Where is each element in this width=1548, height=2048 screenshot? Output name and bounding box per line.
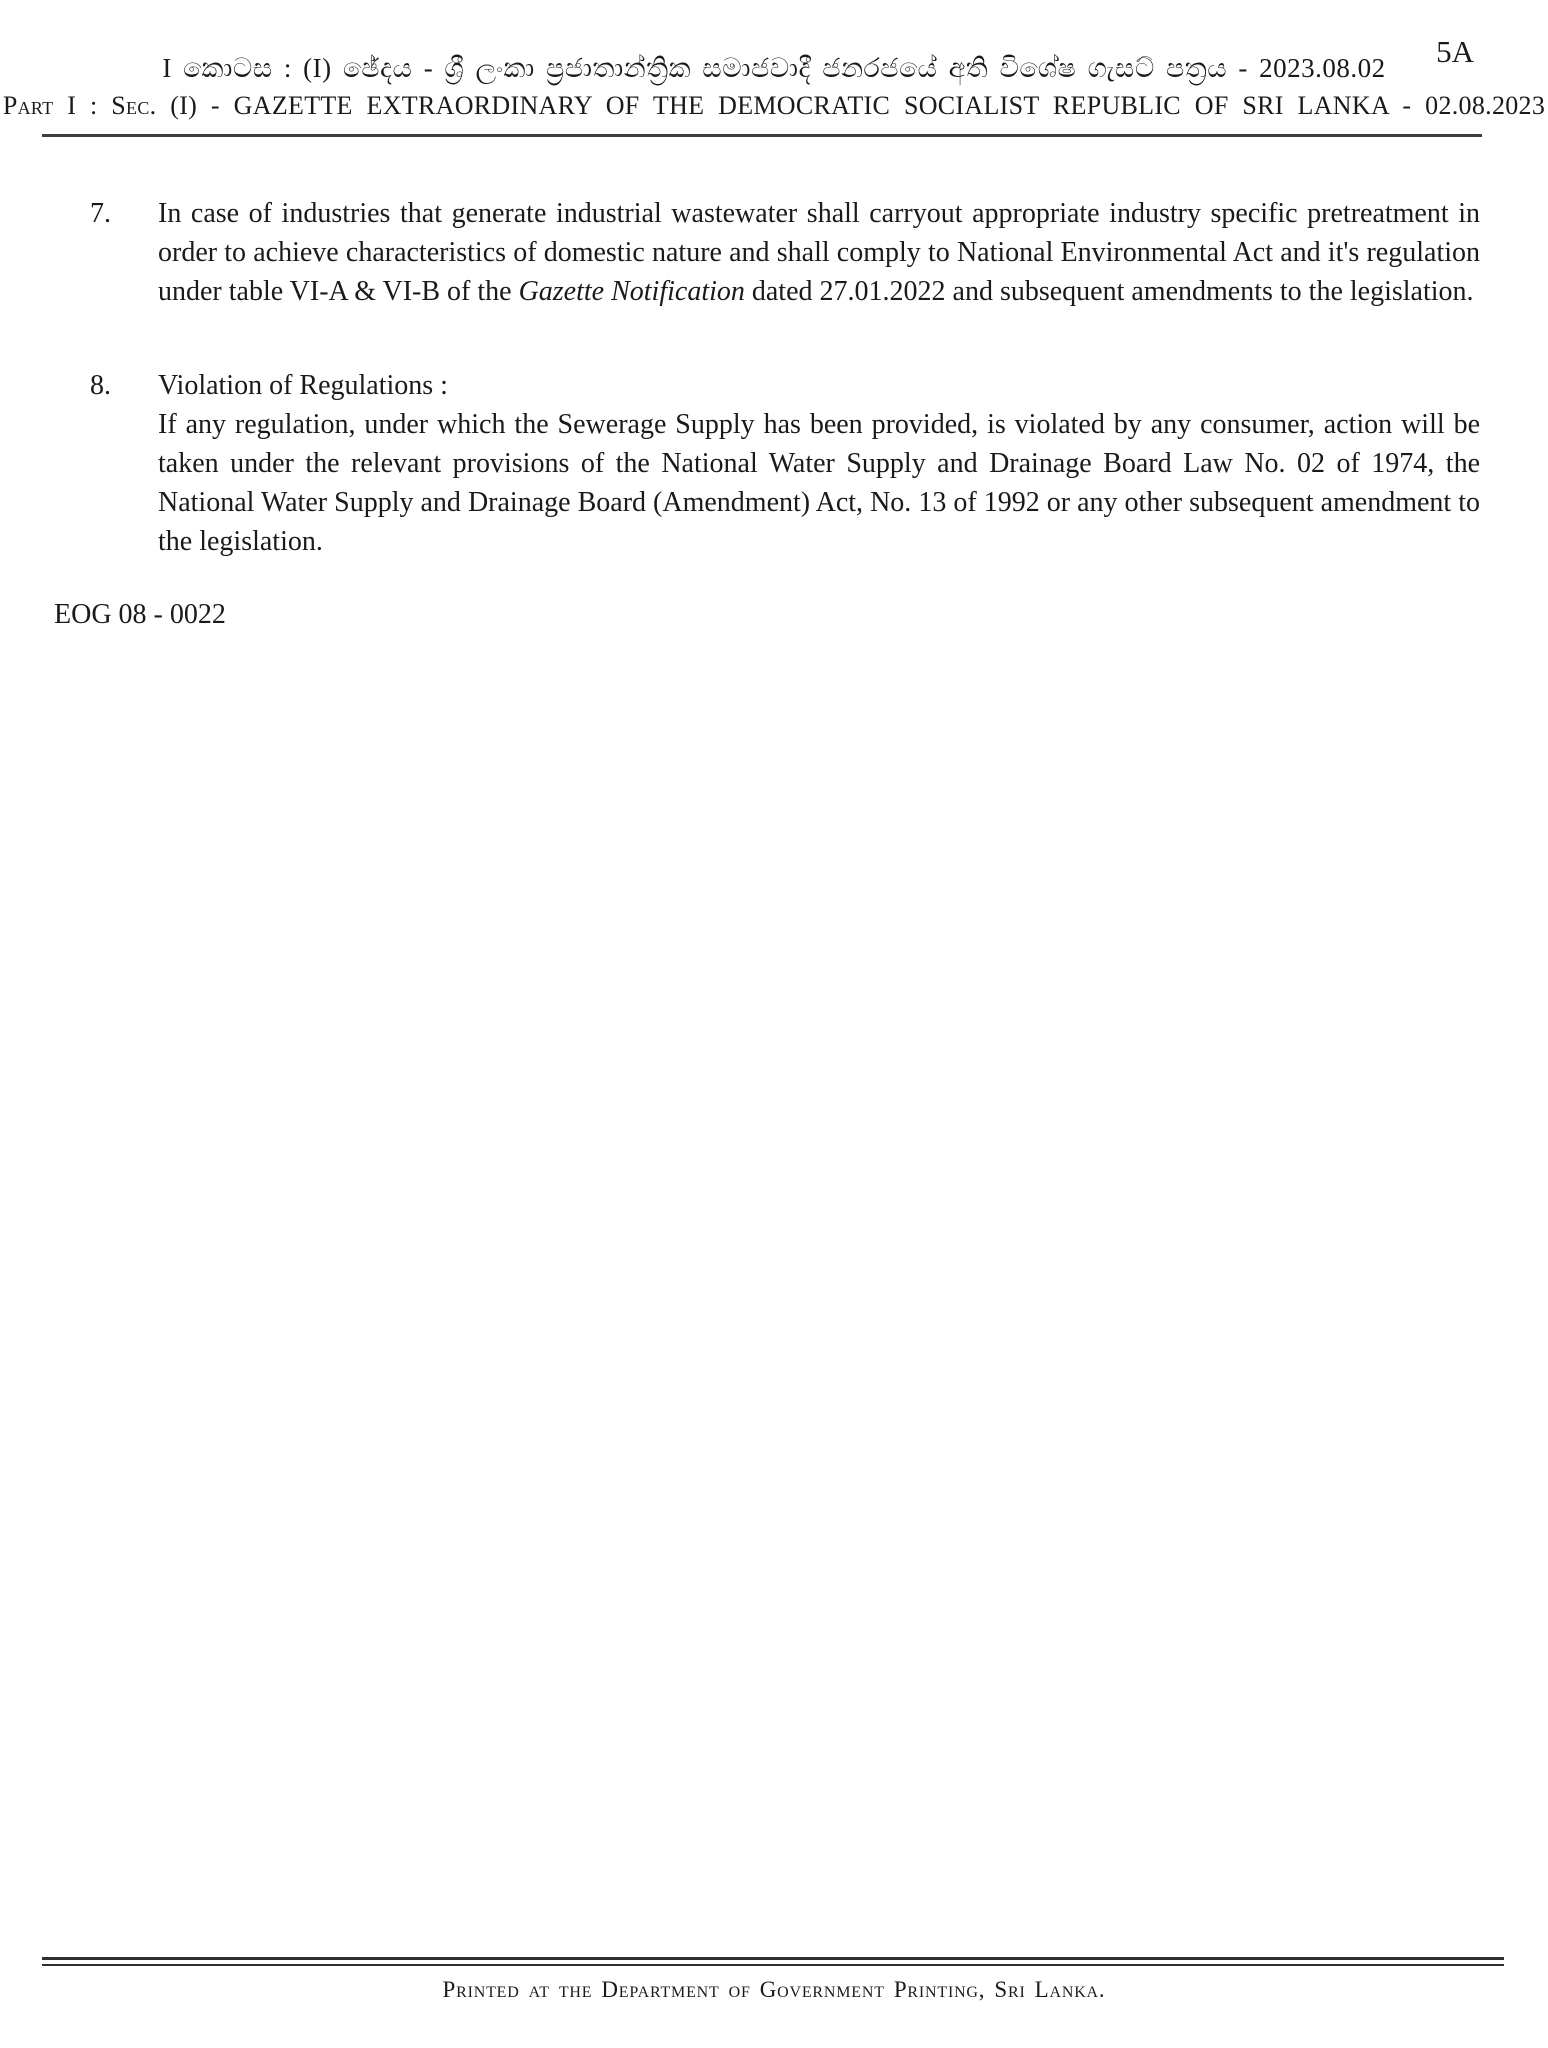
imprint-text: Printed at the Department of Government Printing, Sri Lanka. <box>442 1977 1106 2002</box>
clause-8 <box>90 366 1480 561</box>
page-header <box>0 0 1548 121</box>
reference-code: EOG 08 - 0022 <box>54 598 226 630</box>
page-number: 5A <box>1436 34 1474 69</box>
italic-phrase: Gazette Notification <box>518 275 745 307</box>
clause-number: 8. <box>90 369 111 401</box>
document-body <box>0 137 1548 634</box>
clause-7 <box>90 194 1480 311</box>
clause-text-column <box>158 194 1480 311</box>
clause-heading: Violation of Regulations : <box>158 369 448 401</box>
header-title-english: Part I : Sec. (I) - GAZETTE EXTRAORDINARY OF THE DEMOCRATIC SOCIALIST REPUBLIC OF SRI LANKA - 02.08.2023 <box>2 90 1546 120</box>
clause-paragraph: If any regulation, under which the Sewerage Supply has been provided, is violated by any consumer, action will be taken under the relevant provisions of the National Water Supply and Drainage Board Law No. 02 of 1974, the National Water Supply and Drainage Board (Amendment) Act, No. 13 of 1992 or any other subsequent amendment to the legislation. <box>158 408 1480 557</box>
clause-text-segment: dated 27.01.2022 and subsequent amendments to the legislation. <box>744 275 1474 307</box>
clause-text-segment: In case of industries that generate industrial wastewater shall carryout appropriate industry specific pretreatment in order to achieve characteristics of domestic nature and shall comply to National Environmental Act and it's regulation under table VI-A & VI-B of the <box>158 197 1480 307</box>
footer-double-rule <box>42 1957 1504 1966</box>
header-title-sinhala: I කොටස : (I) ඡේදය - ශ්‍රී ලංකා ප්‍රජාතාන්ත්‍රික සමාජවාදී ජනරජයේ අති විශේෂ ගැසට් පත්‍රය - 2023.08.02 <box>162 53 1386 83</box>
clause-paragraph <box>158 194 1480 311</box>
clause-text-column <box>158 366 1480 561</box>
page-footer <box>0 1957 1548 2003</box>
clause-number: 7. <box>90 197 111 229</box>
